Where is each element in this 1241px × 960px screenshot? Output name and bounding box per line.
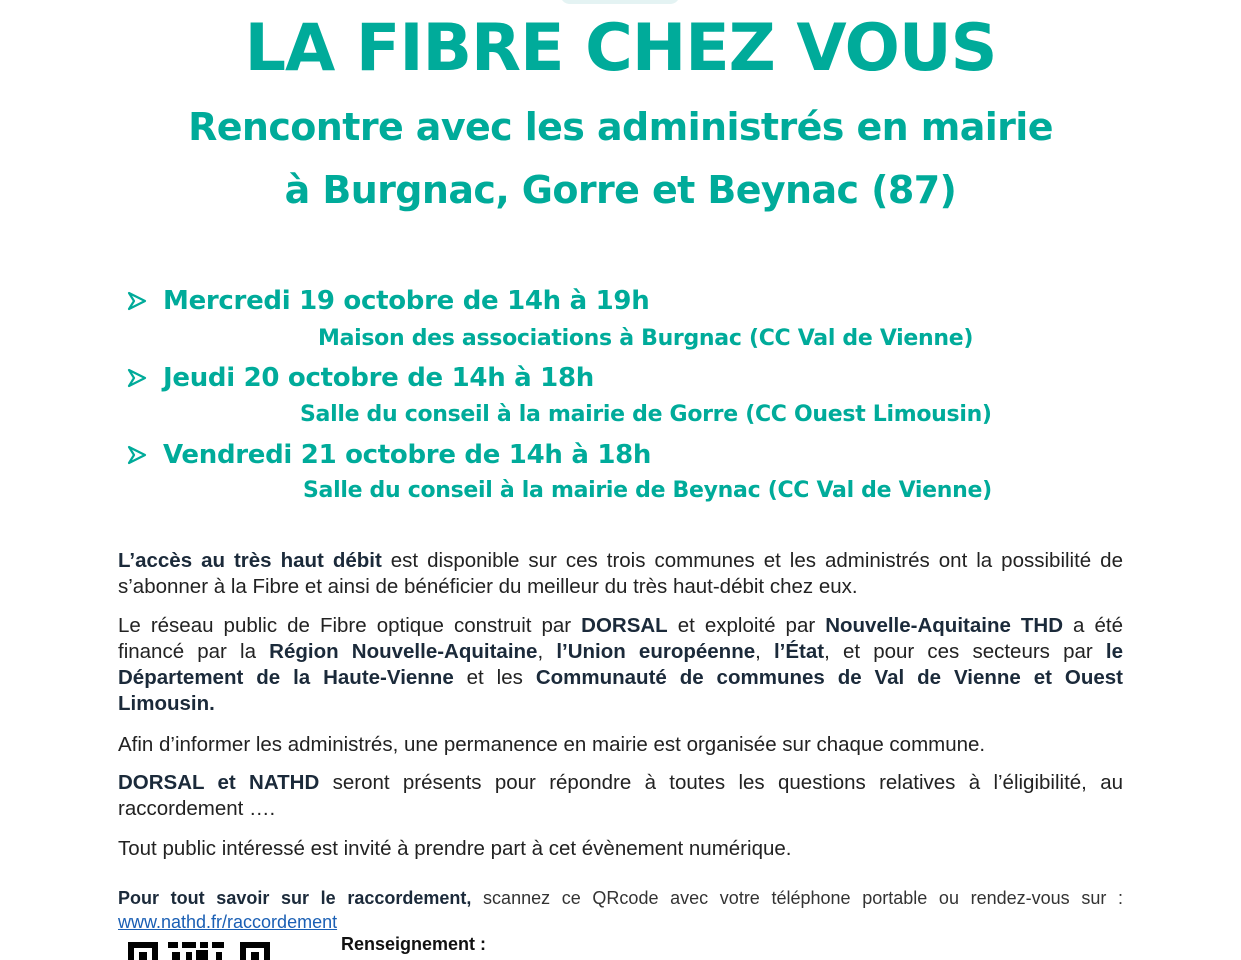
paragraph-1 [118,548,1123,600]
event-place-3: Salle du conseil à la mairie de Beynac (CC Val de Vienne) [303,478,992,503]
paragraph-2-text: et exploité par [667,614,826,637]
qr-code [128,940,278,960]
subtitle-line-1: Rencontre avec les administrés en mairie [188,105,1053,149]
paragraph-4 [118,770,1123,822]
footer-bold: Pour tout savoir sur le raccordement, [118,888,472,908]
footer-text [118,886,1123,934]
arrow-bullet-icon [126,290,148,312]
paragraph-2 [118,613,1123,717]
subtitle-line-2: à Burgnac, Gorre et Beynac (87) [284,168,957,212]
arrow-bullet-icon [126,444,148,466]
paragraph-5: Tout public intéressé est invité à prendre part à cet évènement numérique. [118,837,792,860]
paragraph-2-bold: Région Nouvelle-Aquitaine [269,640,538,663]
paragraph-4-bold: DORSAL et NATHD [118,771,320,794]
paragraph-2-text: et les [453,666,536,689]
paragraph-1-text: est disponible sur ces trois communes et les administrés ont la possibilité de s’abonner à la Fibre et ainsi de bénéficier du meilleur du très haut-débit chez eux. [118,549,1123,598]
paragraph-2-text: a été financé par la [118,614,1123,663]
event-date-2: Jeudi 20 octobre de 14h à 18h [163,363,594,393]
paragraph-1-bold: L’accès au très haut débit [118,549,382,572]
paragraph-2-bold: l’État [773,640,825,663]
decorative-arc [560,0,680,4]
footer-body: scannez ce QRcode avec votre téléphone portable ou rendez-vous sur : [471,888,1123,908]
paragraph-2-bold: le Département de la Haute-Vienne [118,640,1123,689]
arrow-bullet-icon [126,367,148,389]
contact-label: Renseignement : [341,934,487,954]
event-place-2: Salle du conseil à la mairie de Gorre (CC Ouest Limousin) [300,402,992,427]
paragraph-2-bold: Nouvelle-Aquitaine THD [825,614,1064,637]
paragraph-2-text: Le réseau public de Fibre optique construit par [118,614,582,637]
paragraph-4-text: seront présents pour répondre à toutes les questions relatives à l’éligibilité, au raccordement …. [118,771,1123,820]
page-title: LA FIBRE CHEZ VOUS [244,11,997,86]
event-place-1: Maison des associations à Burgnac (CC Val de Vienne) [318,326,974,351]
paragraph-2-text: , et pour ces secteurs par [824,640,1106,663]
paragraph-2-bold: DORSAL [581,614,668,637]
paragraph-2-text: , [537,640,557,663]
event-date-3: Vendredi 21 octobre de 14h à 18h [163,440,652,470]
event-date-1: Mercredi 19 octobre de 14h à 19h [163,286,650,316]
paragraph-2-text: , [755,640,774,663]
raccordement-link[interactable]: www.nathd.fr/raccordement [118,912,338,932]
paragraph-3: Afin d’informer les administrés, une permanence en mairie est organisée sur chaque commune. [118,733,986,756]
paragraph-2-bold: l’Union européenne [556,640,756,663]
paragraph-2-bold: Communauté de communes de Val de Vienne et Ouest Limousin. [118,666,1123,715]
